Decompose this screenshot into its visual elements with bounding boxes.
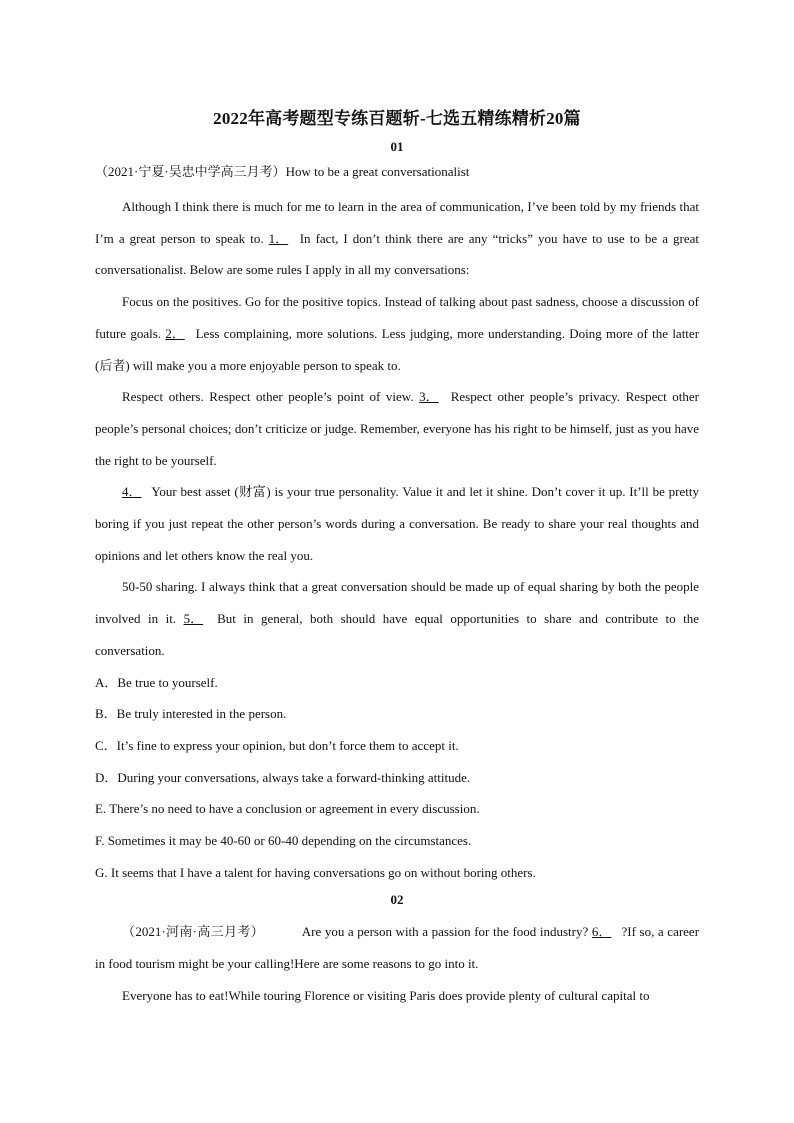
blank-1: 1． bbox=[268, 230, 289, 246]
passage-source-01: （2021·宁夏·吴忠中学高三月考）How to be a great conversationalist bbox=[95, 164, 470, 179]
option-e: E. There’s no need to have a conclusion or agreement in every discussion. bbox=[95, 801, 480, 817]
option-c: C．It’s fine to express your opinion, but don’t force them to accept it. bbox=[95, 737, 459, 753]
blank-5: 5． bbox=[183, 611, 204, 627]
paragraph-2 bbox=[95, 286, 699, 381]
paragraph-text: ?If so, a career in food tourism might be your calling!Here are some reasons to go into it. bbox=[95, 924, 700, 972]
paragraph-text: 50-50 sharing. I always think that a great conversation should be made up of equal sharing by both the people involved in it. bbox=[95, 579, 699, 627]
option-a: A．Be true to yourself. bbox=[95, 674, 218, 690]
paragraph-text: Your best asset (财富) is your true personality. Value it and let it shine. Don’t cover it up. It’ll be pretty boring if you just repeat the other person’s words during a conversation. Be ready to share your real thoughts and opinions and let others know the real you. bbox=[95, 484, 699, 563]
option-d: D．During your conversations, always take a forward-thinking attitude. bbox=[95, 769, 471, 785]
option-b: B．Be truly interested in the person. bbox=[95, 706, 287, 722]
paragraph-6 bbox=[95, 916, 699, 979]
paragraph-1 bbox=[95, 191, 699, 286]
paragraph-7: Everyone has to eat!While touring Florence or visiting Paris does provide plenty of cultural capital to bbox=[122, 987, 650, 1003]
blank-4: 4． bbox=[122, 484, 142, 500]
paragraph-text: Respect other people’s privacy. Respect other people’s personal choices; don’t criticize or judge. Remember, everyone has his right to be himself, just as you have the right to be yourself. bbox=[95, 389, 700, 468]
paragraph-text: In fact, I don’t think there are any “tricks” you have to use to be a great conversationalist. Below are some rules I apply in all my conversations: bbox=[95, 230, 700, 278]
blank-3: 3． bbox=[419, 389, 439, 405]
document-title: 2022年高考题型专练百题斩-七选五精练精析20篇 bbox=[213, 109, 581, 128]
option-g: G. It seems that I have a talent for having conversations go on without boring others. bbox=[95, 864, 536, 880]
passage-source-02: （2021·河南·高三月考） bbox=[122, 924, 265, 940]
paragraph-text: Are you a person with a passion for the food industry? bbox=[301, 924, 589, 940]
paragraph-5 bbox=[95, 571, 699, 666]
section-number-01: 01 bbox=[390, 139, 404, 154]
paragraph-text: Less complaining, more solutions. Less judging, more understanding. Doing more of the latter (后者) will make you a more enjoyable person to speak to. bbox=[95, 325, 700, 373]
options-list bbox=[95, 667, 699, 889]
paragraph-text: Focus on the positives. Go for the positive topics. Instead of talking about past sadness, choose a discussion of future goals. bbox=[95, 294, 699, 341]
paragraph-text: Although I think there is much for me to learn in the area of communication, I’ve been told by my friends that I’m a great person to speak to. bbox=[95, 199, 699, 246]
blank-6: 6． bbox=[591, 924, 612, 940]
blank-2: 2． bbox=[165, 325, 185, 341]
option-f: F. Sometimes it may be 40-60 or 60-40 depending on the circumstances. bbox=[95, 833, 472, 849]
paragraph-4 bbox=[95, 476, 699, 571]
paragraph-text: Respect others. Respect other people’s point of view. bbox=[122, 389, 414, 405]
paragraph-3 bbox=[95, 381, 699, 476]
paragraph-text: But in general, both should have equal opportunities to share and contribute to the conversation. bbox=[95, 611, 700, 658]
section-number-02: 02 bbox=[390, 892, 404, 908]
document-page bbox=[95, 100, 699, 1012]
